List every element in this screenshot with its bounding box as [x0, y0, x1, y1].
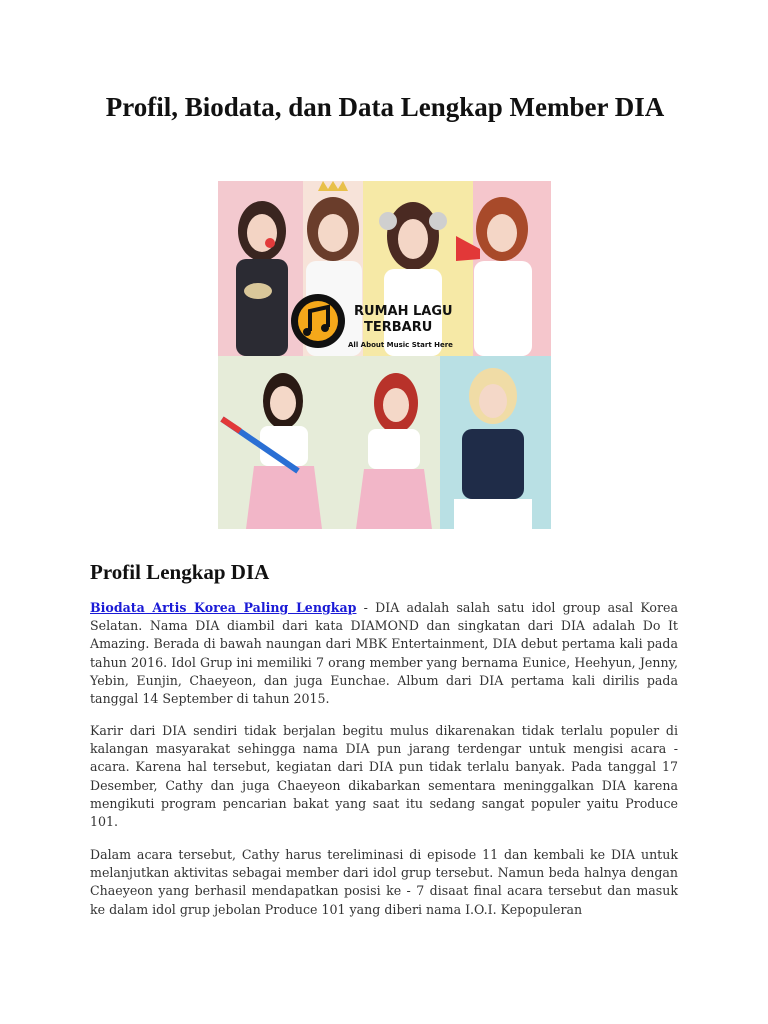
paragraph-1-text: - DIA adalah salah satu idol group asal Korea Selatan. Nama DIA diambil dari kata DIAMOND dan singkatan dari DIA adalah Do It Amazing. Berada di bawah naungan dari MBK Entertainment, DIA debut pertama kali pada tahun 2016. Idol Grup ini memiliki 7 orang member yang bernama Eunice, Heehyun, Jenny, Yebin, Eunjin, Chaeyeon, dan juga Eunchae. Album dari DIA pertama kali dirilis pada tanggal 14 September di tahun 2015. [90, 600, 678, 707]
group-photo [218, 181, 551, 529]
article-title: Profil, Biodata, dan Data Lengkap Member DIA [105, 92, 665, 122]
biodata-link[interactable]: Biodata Artis Korea Paling Lengkap [90, 600, 357, 615]
logo-tagline: All About Music Start Here [348, 341, 453, 349]
section-heading: Profil Lengkap DIA [90, 560, 270, 584]
paragraph-3: Dalam acara tersebut, Cathy harus tereliminasi di episode 11 dan kembali ke DIA untuk melanjutkan aktivitas sebagai member dari idol grup tersebut. Namun beda halnya dengan Chaeyeon yang berhasil mendapatkan posisi ke - 7 disaat final acara tersebut dan masuk ke dalam idol grup jebolan Produce 101 yang diberi nama I.O.I. Kepopuleran [90, 847, 678, 917]
paragraph-2: Karir dari DIA sendiri tidak berjalan begitu mulus dikarenakan tidak terlalu populer di kalangan masyarakat sehingga nama DIA pun jarang terdengar untuk mengisi acara - acara. Karena hal tersebut, kegiatan dari DIA pun tidak terlalu banyak. Pada tanggal 17 Desember, Cathy dan juga Chaeyeon dikabarkan sementara meninggalkan DIA karena mengikuti program pencarian bakat yang saat itu sedang sangat populer yaitu Produce 101. [90, 723, 678, 830]
logo-title-line1: RUMAH LAGU [354, 304, 453, 319]
logo-title-line2: TERBARU [364, 320, 433, 335]
paragraph-1 [90, 599, 678, 708]
